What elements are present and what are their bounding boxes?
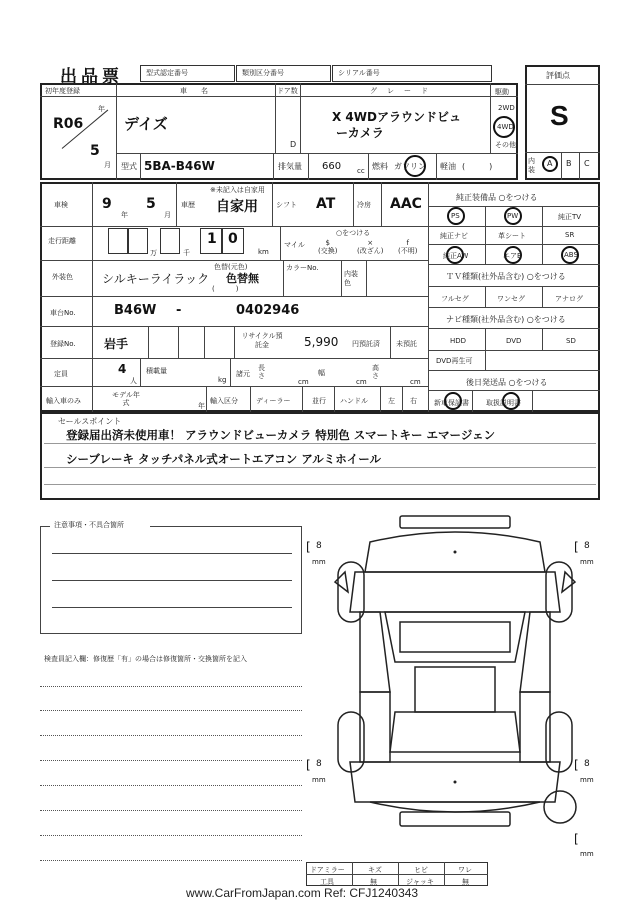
recycle-value: 5,990: [304, 335, 339, 349]
sales-line2: シーブレーキ タッチパネル式オートエアコン アルミホイール: [66, 452, 382, 466]
tire-fr-mm: mm: [580, 558, 594, 566]
color-change-value: 色替無: [226, 272, 259, 285]
legend-ware: ワレ: [458, 866, 472, 874]
navi-title: ナビ種類(社外品含む) ○をつける: [446, 315, 566, 324]
score-value: S: [550, 100, 569, 131]
navi-hdd: HDD: [450, 337, 467, 345]
opt-abs: ABS: [564, 251, 578, 259]
dims-label: 諸元: [236, 370, 250, 378]
chassis-label: 車台No.: [50, 309, 76, 317]
legend-hibi: ヒビ: [414, 866, 428, 874]
katashiki-label: 型式認定番号: [146, 69, 188, 77]
import-label: 輸入車のみ: [46, 397, 81, 405]
tire-rr-bracket: [: [574, 758, 579, 772]
displacement-label: 排気量: [278, 162, 302, 171]
shaken-year: 9: [102, 196, 112, 212]
shift-label: シフト: [276, 201, 297, 209]
import-type-label: 輸入区分: [210, 397, 238, 405]
cc-unit: cc: [357, 167, 365, 175]
page-title: 出品票: [60, 67, 123, 87]
legend-kogu: 工具: [320, 878, 334, 886]
legend-nashi1: 無: [370, 878, 377, 886]
color-value: シルキーライラック: [102, 272, 210, 286]
fuel-gas-circle: [404, 155, 426, 177]
serial-label: シリアル番号: [338, 69, 380, 77]
opt-sr: SR: [565, 231, 575, 239]
odo-digit-4-value: 1: [207, 231, 217, 247]
car-name-label: 車名: [180, 87, 222, 95]
car-diagram: [330, 512, 580, 862]
opt-navi: 純正ナビ: [440, 232, 468, 240]
tv-fullseg: フルセグ: [441, 295, 469, 303]
legend-nashi2: 無: [462, 878, 469, 886]
mile-label: マイル: [284, 241, 305, 249]
later-manual: 取扱説明書: [486, 399, 521, 407]
odo-digit-3: [160, 228, 180, 254]
grade-line1: X 4WDアラウンドビュ: [332, 110, 461, 124]
capacity-unit: 人: [130, 377, 137, 385]
tv-title: ＴＶ種類(社外品含む) ○をつける: [446, 272, 566, 281]
interior-b: B: [566, 159, 572, 168]
spare-tire-mm: mm: [580, 850, 594, 858]
tire-rl-mm: mm: [312, 776, 326, 784]
meter-unknown: f (不明): [398, 239, 418, 255]
hyoka-label: 評価点: [546, 71, 570, 80]
genuine-title: 純正装備品 ○をつける: [456, 193, 538, 202]
displacement-value: 660: [322, 161, 342, 172]
mileage-label: 走行距離: [48, 237, 76, 245]
interior-c: C: [584, 159, 590, 168]
shareki-value: 自家用: [216, 199, 258, 215]
model-value: 5BA-B46W: [144, 159, 215, 173]
doors-label: ドア数: [277, 87, 298, 95]
fuel-paren: ( ): [462, 162, 493, 171]
era-year: R06: [53, 116, 84, 132]
ruibetsu-label: 類別区分番号: [242, 69, 284, 77]
interior-a: A: [547, 159, 553, 168]
tire-fl-mm: mm: [312, 558, 326, 566]
tire-fr-bracket: [: [574, 540, 579, 554]
drive-4wd: 4WD: [497, 123, 514, 131]
drive-2wd: 2WD: [498, 104, 515, 112]
capacity-value: 4: [118, 362, 127, 376]
load-label: 積載量: [146, 367, 167, 375]
grade-line2: ーカメラ: [336, 126, 384, 140]
notes-label: 注意事項・不具合箇所: [54, 521, 124, 529]
fuel-label: 燃料: [372, 162, 388, 171]
color-change-label: 色替(元色): [214, 263, 248, 271]
odo-digit-5-value: 0: [228, 231, 238, 247]
handle-right: 右: [410, 397, 417, 405]
legend-door-mirror: ドアミラー: [310, 866, 345, 874]
length-cm: cm: [298, 378, 309, 386]
doors-value: D: [290, 140, 297, 149]
shaken-year-unit: 年: [121, 211, 128, 219]
parallel: 並行: [312, 397, 326, 405]
tire-fl-bracket: [: [306, 540, 311, 554]
aircon-label: 冷房: [357, 201, 371, 209]
height-cm: cm: [410, 378, 421, 386]
tire-rl-bracket: [: [306, 758, 311, 772]
tire-fl-value: 8: [316, 541, 322, 551]
reg-month: 5: [90, 143, 100, 159]
plate-label: 登録No.: [50, 340, 76, 348]
shaken-month: 5: [146, 196, 156, 212]
chassis-prefix: B46W: [114, 303, 157, 318]
length-label: 長さ: [258, 364, 265, 380]
interior-label: 内装: [528, 157, 535, 174]
odo-digit-2: [128, 228, 148, 254]
footer-watermark: www.CarFromJapan.com Ref: CFJ1240343: [186, 886, 419, 900]
drive-label: 駆動: [495, 88, 509, 96]
meter-tamper: × (改ざん): [357, 239, 384, 255]
tire-rr-mm: mm: [580, 776, 594, 784]
width-label: 幅: [318, 369, 325, 377]
shareki-label: 車歴: [181, 201, 195, 209]
chassis-no: 0402946: [236, 303, 300, 318]
sales-label: セールスポイント: [58, 417, 122, 426]
later-title: 後日発送品 ○をつける: [466, 378, 548, 387]
tv-analog: アナログ: [555, 295, 583, 303]
legend-jack: ジャッキ: [406, 878, 434, 886]
recycle-label: リサイクル預託金: [241, 332, 283, 349]
color-label: 外装色: [52, 273, 73, 281]
grade-label: グレード: [370, 87, 438, 95]
year-unit: 年: [98, 105, 105, 113]
tire-rr-value: 8: [584, 759, 590, 769]
shift-value: AT: [316, 196, 336, 212]
month-unit: 月: [104, 161, 111, 169]
later-warranty: 新車保証書: [434, 399, 469, 407]
opt-pw: PW: [507, 212, 519, 220]
handle-left: 左: [388, 397, 395, 405]
navi-dvd: DVD: [506, 337, 522, 345]
inspector-label: 検査員記入欄：修復歴「有」の場合は修復箇所・交換箇所を記入: [44, 655, 247, 663]
height-label: 高さ: [372, 364, 379, 380]
color-no-label: カラーNo.: [286, 264, 319, 272]
interior-color-label: 内装色: [344, 270, 358, 287]
fuel-light: 軽油: [440, 162, 456, 171]
opt-leather: 革シート: [498, 232, 526, 240]
drive-other: その他: [495, 141, 516, 149]
navi-sd: SD: [566, 337, 576, 345]
width-cm: cm: [356, 378, 367, 386]
car-name: デイズ: [124, 115, 168, 133]
opt-tv: 純正TV: [558, 213, 582, 221]
nyugen-note: ※未記入は自家用: [210, 186, 265, 194]
odo-digit-1: [108, 228, 128, 254]
shaken-label: 車検: [54, 201, 68, 209]
mileage-sen: 千: [183, 249, 190, 257]
tire-fr-value: 8: [584, 541, 590, 551]
dealer: ディーラー: [256, 397, 291, 405]
sales-line1: 登録届出済未使用車！ アラウンドビューカメラ 特別色 スマートキー エマージェン: [66, 428, 496, 442]
first-reg-label: 初年度登録: [45, 87, 80, 95]
fuel-gas: ガソリン: [394, 162, 426, 171]
km-unit: km: [258, 248, 269, 256]
color-change-paren: ( ): [212, 285, 239, 293]
chassis-dash: -: [176, 303, 182, 318]
shaken-month-unit: 月: [164, 211, 171, 219]
model-label: 型式: [121, 162, 137, 171]
aircon-value: AAC: [390, 196, 422, 212]
tv-oneseg: ワンセグ: [497, 295, 525, 303]
opt-ps: PS: [451, 212, 460, 220]
opt-airbag: エアB: [503, 252, 522, 260]
model-year-unit: 年: [198, 402, 205, 410]
recycle-not: 未預託: [396, 340, 417, 348]
capacity-label: 定員: [54, 370, 68, 378]
recycle-done: 円預託済: [352, 340, 380, 348]
tire-rl-value: 8: [316, 759, 322, 769]
model-year-label: モデル年式: [112, 391, 140, 407]
handle-label: ハンドル: [340, 397, 368, 405]
plate-value: 岩手: [104, 337, 129, 351]
legend-kizu: キズ: [368, 866, 382, 874]
meter-swap: $ (交換): [318, 239, 338, 255]
mileage-man: 万: [150, 249, 157, 257]
circle-instruction: ○をつける: [336, 229, 371, 237]
dvd-play: DVD再生可: [436, 357, 473, 365]
opt-aw: 純正AW: [443, 252, 469, 260]
spare-tire-bracket: [: [574, 832, 579, 846]
kg-unit: kg: [218, 376, 227, 384]
